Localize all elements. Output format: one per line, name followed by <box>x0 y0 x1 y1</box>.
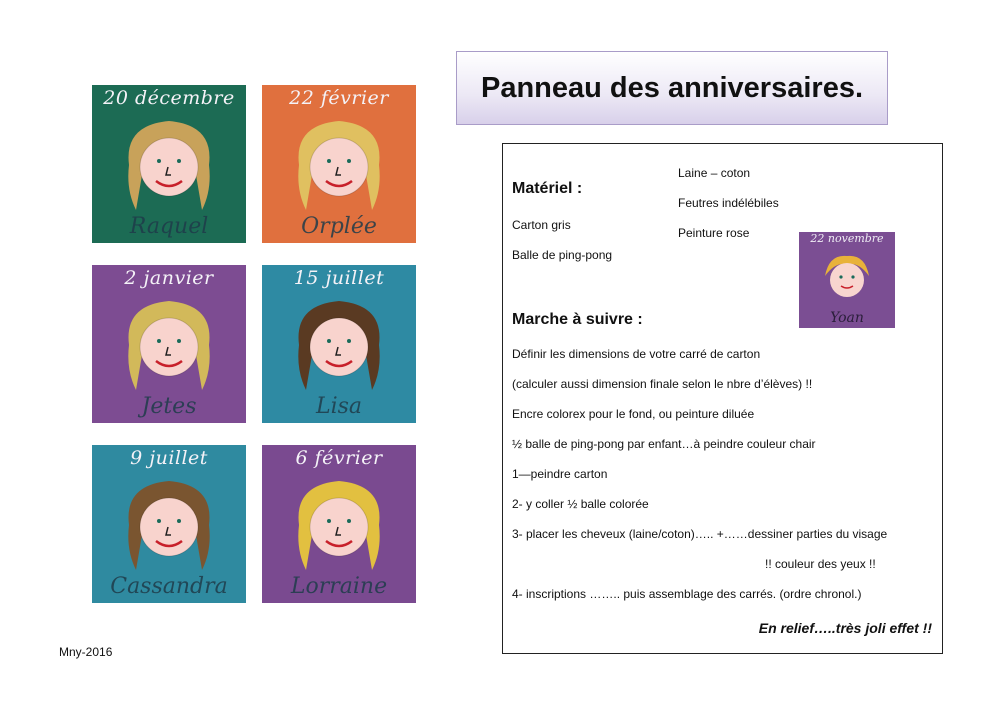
photo-tile <box>92 85 246 243</box>
step: Définir les dimensions de votre carré de carton <box>512 347 761 361</box>
footer-credit: Mny-2016 <box>59 645 113 659</box>
tile-date: 20 décembre <box>103 87 235 109</box>
photo-tile <box>92 265 246 423</box>
example-photo <box>799 232 895 328</box>
tile-name: Lisa <box>315 394 363 419</box>
photo-tile <box>92 445 246 603</box>
tile-date: 22 février <box>289 87 389 109</box>
materiel-item: Carton gris <box>512 218 571 232</box>
tile-date: 15 juillet <box>293 267 385 289</box>
materiel-item: Feutres indélébiles <box>678 196 779 210</box>
step: !! couleur des yeux !! <box>765 557 876 571</box>
step: 1—peindre carton <box>512 467 608 481</box>
materiel-item: Peinture rose <box>678 226 750 240</box>
tile-date: 9 juillet <box>130 447 208 469</box>
example-date: 22 novembre <box>810 232 884 245</box>
photo-tile <box>262 265 416 423</box>
ending-note: En relief…..très joli effet !! <box>758 620 932 636</box>
example-name: Yoan <box>830 310 864 326</box>
materiel-item: Balle de ping-pong <box>512 248 613 262</box>
tile-name: Cassandra <box>110 574 228 599</box>
tile-name: Orplée <box>301 214 377 239</box>
step: Encre colorex pour le fond, ou peinture diluée <box>512 407 755 421</box>
step: 2- y coller ½ balle colorée <box>512 497 649 511</box>
marche-heading: Marche à suivre : <box>512 311 643 328</box>
instructions-panel <box>502 143 943 654</box>
title-banner <box>456 51 888 125</box>
tile-date: 2 janvier <box>124 267 214 289</box>
tile-name: Lorraine <box>290 574 388 599</box>
photo-tile <box>262 445 416 603</box>
step: 4- inscriptions …….. puis assemblage des carrés. (ordre chronol.) <box>512 587 862 601</box>
photo-tile <box>262 85 416 243</box>
materiel-item: Laine – coton <box>678 166 751 180</box>
page-title: Panneau des anniversaires. <box>480 71 864 104</box>
tile-date: 6 février <box>295 447 383 469</box>
step: (calculer aussi dimension finale selon le nbre d’élèves) !! <box>512 377 813 391</box>
materiel-heading: Matériel : <box>512 180 583 197</box>
step: ½ balle de ping-pong par enfant…à peindre couleur chair <box>512 437 816 451</box>
tile-name: Raquel <box>129 214 209 239</box>
tile-name: Jetes <box>141 394 197 419</box>
step: 3- placer les cheveux (laine/coton)….. +……dessiner parties du visage <box>512 527 888 541</box>
